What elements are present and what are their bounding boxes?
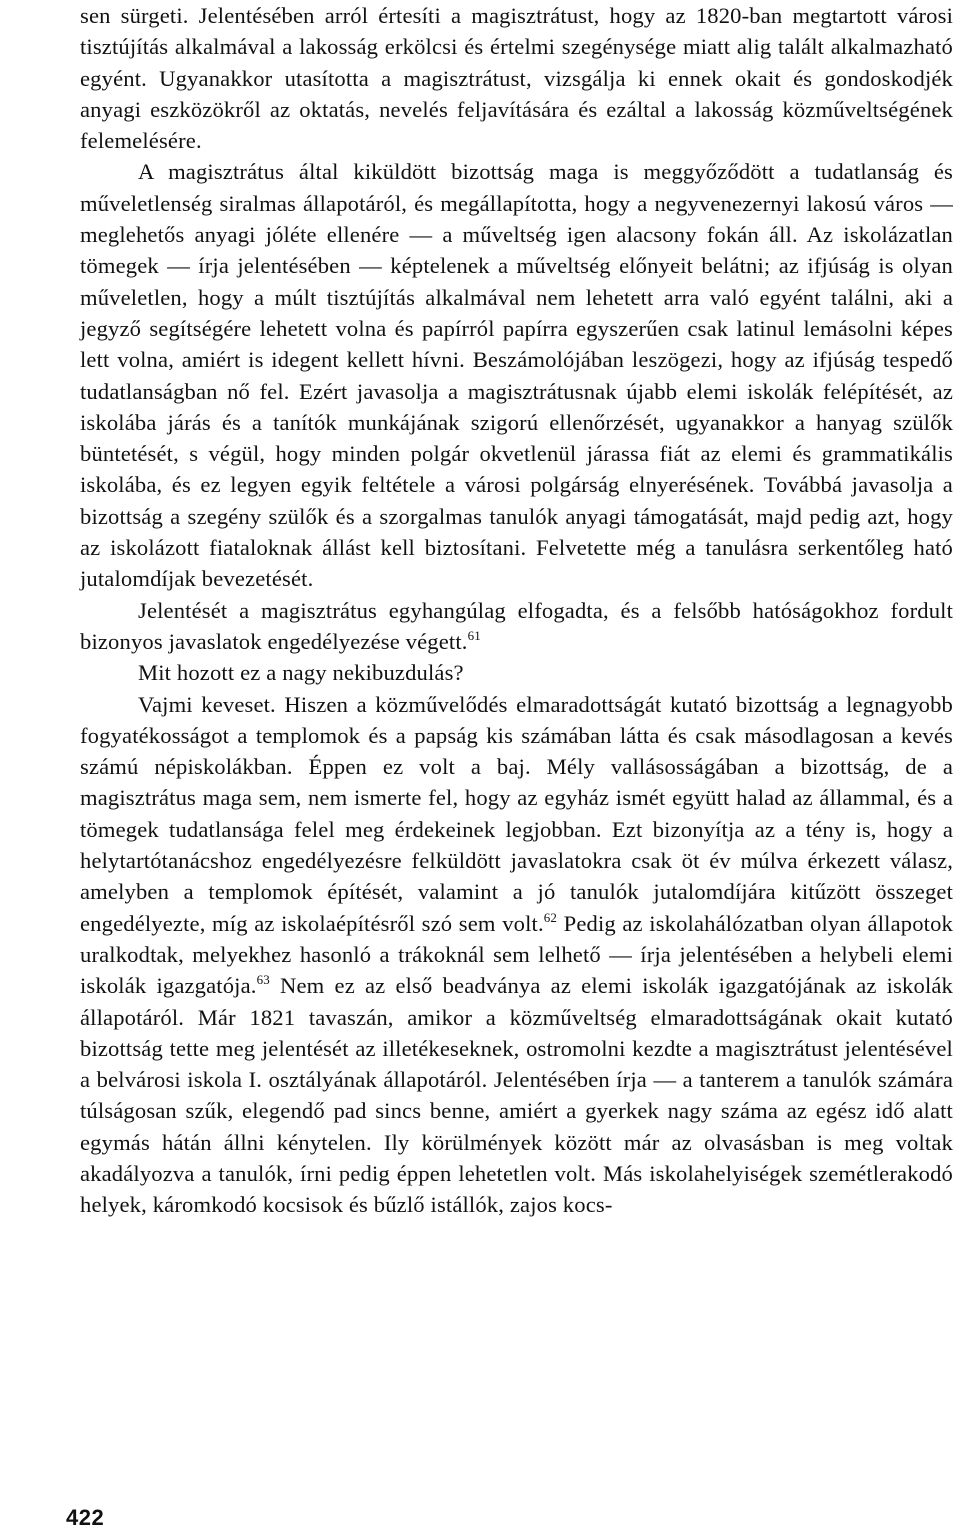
paragraph-continued: sen sürgeti. Jelentésében arról értesíti a magisztrátust, hogy az 1820-ban megtartott városi tisztújítás alkalmával a lakosság erkölcsi és értelmi szegénysége miatt alig talált alkalmazható egyént. Ugyanakkor utasította a magisztrátust, vizsgálja ki ennek okait és gondoskodjék anyagi eszközökről az oktatás, nevelés feljavítására és ezáltal a lakosság közműveltségének felemelésére.: [80, 3, 953, 154]
footnote-marker: 63: [256, 972, 270, 988]
paragraph-text: Jelentését a magisztrátus egyhangúlag elfogadta, és a felsőbb hatóságokhoz fordult bizonyos javaslatok engedélyezése végett.: [80, 597, 953, 654]
body-text: [80, 0, 953, 1221]
footnote-marker: 61: [467, 627, 481, 643]
paragraph-text-c: Nem ez az első beadványa az elemi iskolák igazgatójának az iskolák állapotáról. Már 1821 tavaszán, amikor a közműveltség elmaradottságának okait kutató bizottság tette meg jelentését az illetékeseknek, ostromolni kezdte a magisztrátust jelentésével a belvárosi iskola I. osztályának állapotáról. Jelentésében írja — a tanterem a tanulók számára túlságosan szűk, elegendő pad sincs benne, amiért a gyerkek nagy száma az egész idő alatt egymás hátán állni kénytelen. Ily körülmények között már az olvasásban is meg voltak akadályozva a tanulók, írni pedig éppen lehetetlen volt. Más iskolahelyiségek szemétlerakodó helyek, káromkodó kocsisok és bűzlő istállók, zajos kocs-: [80, 973, 953, 1218]
page-number: 422: [66, 1505, 105, 1530]
paragraph-text-a: Vajmi keveset. Hiszen a közművelődés elmaradottságát kutató bizottság a legnagyobb fogyatékosságot a templomok és a papság kis számában látta és csak másodlagosan a kevés számú népiskolákban. Éppen ez volt a baj. Mély vallásosságában a bizottság, de a magisztrátus maga sem, nem ismerte fel, hogy az egyház ismét együtt halad az állammal, és a tömegek tudatlansága felel meg érdekeinek legjobban. Ezt bizonyítja az a tény is, hogy a helytartótanácshoz engedélyezésre felküldött javaslatokra csak öt év múlva érkezett válasz, amelyben a templomok építését, valamint a jó tanulók jutalomdíjára kitűzött összeget engedélyezte, míg az iskolaépítésről szó sem volt.: [80, 691, 953, 936]
paragraph-little-result: [80, 689, 953, 1221]
paragraph-report-accepted: [80, 595, 953, 658]
paragraph-question: Mit hozott ez a nagy nekibuzdulás?: [138, 660, 464, 686]
footnote-marker: 62: [543, 909, 558, 925]
paragraph-committee-report: A magisztrátus által kiküldött bizottság maga is meggyőződött a tudatlanság és műveletlenség siralmas állapotáról, és megállapította, hogy a negyvenezernyi lakosú város — meglehetős anyagi jóléte ellenére — a műveltség igen alacsony fokán áll. Az iskolázatlan tömegek — írja jelentésében — képtelenek a műveltség előnyeit belátni; az ifjúság is olyan műveletlen, hogy a múlt tisztújítás alkalmával nem lehetett arra való egyént találni, aki a jegyző segítségére lehetett volna és papírról papírra egyszerűen csak latinul lemásolni képes lett volna, amiért is idegent kellett hívni. Beszámolójában leszögezi, hogy az ifjúság tespedő tudatlanságban nő fel. Ezért javasolja a magisztrátusnak újabb elemi iskolák felépítését, az iskolába járás és a tanítók munkájának szigorú ellenőrzését, ugyanakkor a hanyag szülők büntetését, s végül, hogy minden polgár okvetlenül járassa fiát az elemi és grammatikális iskolába, és ez legyen egyik feltétele a városi polgárság elnyerésének. Továbbá javasolja a bizottság a szegény szülők és a szorgalmas tanulók anyagi támogatását, majd pedig azt, hogy az iskolázott fiataloknak állást kell biztosítani. Felvetette még a tanulásra serkentőleg ható jutalomdíjak bevezetését.: [80, 159, 953, 592]
paragraph-text-b: Pedig az iskolahálózatban olyan állapotok uralkodtak, melyekhez hasonló a trákoknál sem lelhető — írja jelentésében a helybeli elemi iskolák igazgatója.: [80, 910, 953, 999]
